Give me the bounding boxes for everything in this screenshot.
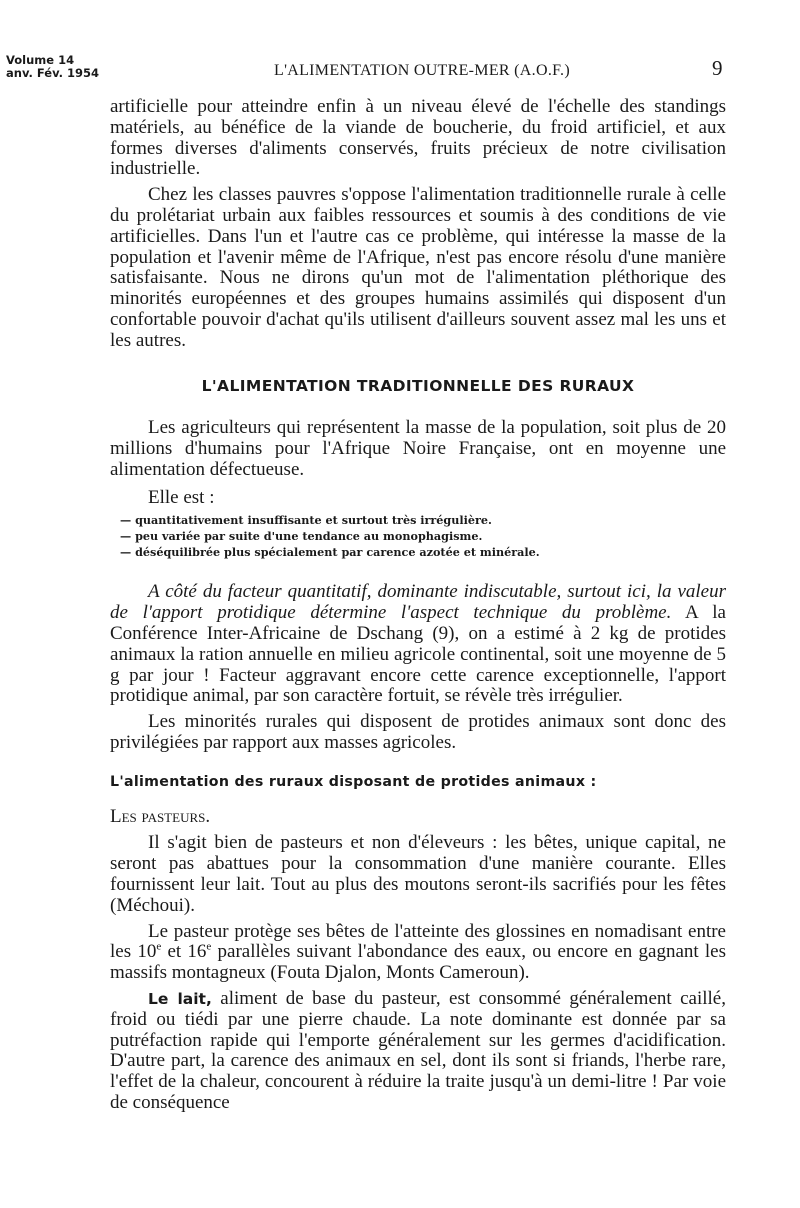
paragraph	[110, 922, 726, 984]
section-heading: L'ALIMENTATION TRADITIONNELLE DES RURAUX	[201, 376, 635, 395]
volume-info	[6, 54, 99, 80]
list-intro: Elle est :	[148, 486, 215, 508]
paragraph: artificielle pour atteindre enfin à un niveau élevé de l'échelle des standings matériels, au bénéfice de la viande de boucherie, du froid artificiel, et aux formes diverses d'aliments conservés, fruits précieux de notre civilisation industrielle.	[110, 96, 726, 180]
paragraph: Chez les classes pauvres s'oppose l'alimentation traditionnelle rurale à celle du prolétariat urbain aux faibles ressources et soumis à des conditions de vie artificielles. Dans l'un et l'autre cas ce problème, qui intéresse la masse de la population et l'avenir même de l'Afrique, n'est pas encore résolu d'une manière satisfaisante. Nous ne dirons qu'un mot de l'alimentation pléthorique des minorités européennes et des groupes humains assimilés qui disposent d'un confortable pouvoir d'achat qu'ils utilisent d'ailleurs souvent assez mal les uns et les autres.	[110, 184, 726, 351]
subsection-heading: L'alimentation des ruraux disposant de protides animaux :	[110, 773, 597, 790]
page-number: 9	[712, 56, 723, 80]
article-body	[110, 97, 726, 1114]
paragraph-text: A la Conférence Inter-Africaine de Dschang (9), on a estimé à 2 kg de protides animaux la ration annuelle en milieu agricole continental, soit une moyenne de 5 g par jour ! Facteur aggravant encore cette carence exceptionnelle, l'apport protidique animal, par son caractère fortuit, se révèle très irrégulier.	[110, 602, 726, 707]
paragraph-text: et 16	[161, 941, 207, 963]
paragraph	[110, 989, 726, 1114]
superscript: e	[156, 941, 162, 954]
issue-date: anv. Fév. 1954	[6, 66, 100, 80]
paragraph: Les agriculteurs qui représentent la masse de la population, soit plus de 20 millions d'humains pour l'Afrique Noire Française, ont en moyenne une alimentation défectueuse.	[110, 417, 726, 480]
emphasis: A côté du facteur quantitatif, dominante indiscutable, surtout ici, la valeur de l'apport protidique détermine l'aspect technique du problème.	[110, 581, 726, 624]
list-item: — quantitativement insuffisante et surtout très irrégulière.	[120, 512, 492, 527]
volume-number: Volume 14	[6, 53, 75, 67]
running-title: L'ALIMENTATION OUTRE-MER (A.O.F.)	[274, 62, 570, 79]
list-item: — déséquilibrée plus spécialement par carence azotée et minérale.	[120, 545, 540, 560]
paragraph	[110, 582, 726, 707]
paragraph: Les minorités rurales qui disposent de protides animaux sont donc des privilégiées par rapport aux masses agricoles.	[110, 711, 726, 754]
paragraph: Il s'agit bien de pasteurs et non d'éleveurs : les bêtes, unique capital, ne seront pas abattues pour la consommation d'une manière courante. Elles fournissent leur lait. Tout au plus des moutons seront-ils sacrifiés pour les fêtes (Méchoui).	[110, 832, 726, 916]
superscript: e	[206, 941, 212, 954]
bullet-list	[120, 512, 726, 561]
paragraph-text: parallèles suivant l'abondance des eaux, ou encore en gagnant les massifs montagneux (Fouta Djalon, Monts Cameroun).	[110, 941, 726, 984]
subheading: Les pasteurs.	[110, 805, 211, 827]
list-item: — peu variée par suite d'une tendance au monophagisme.	[120, 528, 483, 543]
paragraph-text: aliment de base du pasteur, est consommé généralement caillé, froid ou tiédi par une pierre chaude. La note dominante est donnée par sa putréfaction rapide qui l'emporte généralement sur les germes d'acidification. D'autre part, la carence des animaux en sel, dont ils sont si friands, l'herbe rare, l'effet de la chaleur, concourent à réduire la traite jusqu'à un demi-litre ! Par voie de conséquence	[110, 987, 726, 1113]
paragraph-text: Le pasteur protège ses bêtes de l'atteinte des glossines en nomadisant entre les 10	[110, 920, 726, 963]
lead-in: Le lait,	[148, 989, 212, 1008]
page-header	[0, 50, 800, 90]
